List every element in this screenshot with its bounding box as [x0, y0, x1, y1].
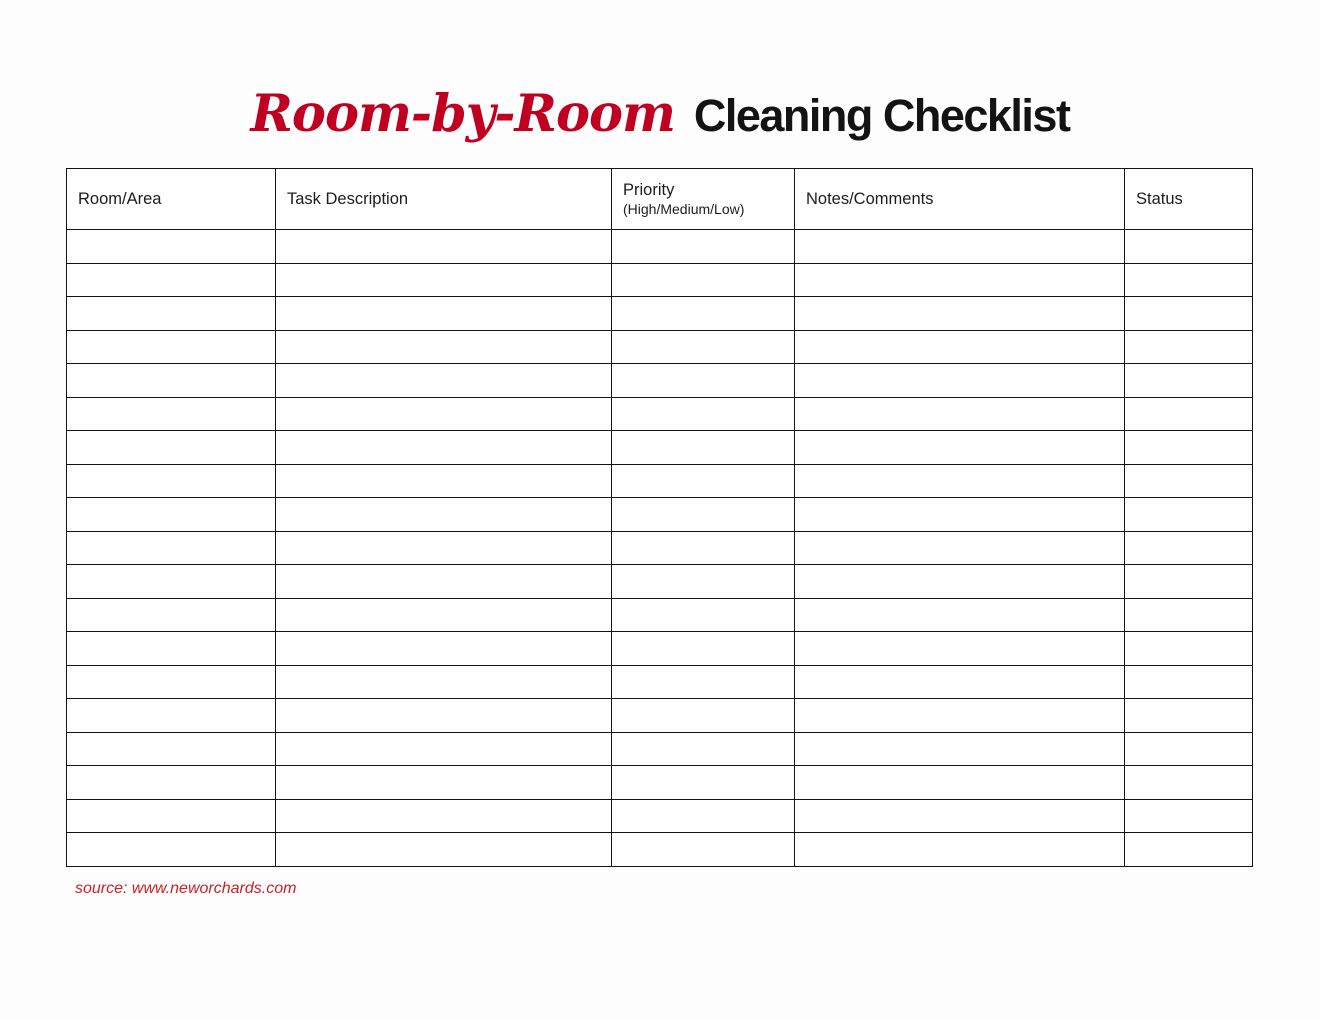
table-row [67, 732, 1253, 766]
table-cell[interactable] [276, 498, 612, 532]
table-cell[interactable] [612, 297, 795, 331]
column-header-room-area [67, 169, 276, 230]
table-row [67, 565, 1253, 599]
table-cell[interactable] [276, 665, 612, 699]
table-cell[interactable] [612, 498, 795, 532]
table-cell[interactable] [67, 498, 276, 532]
table-row [67, 833, 1253, 867]
table-cell[interactable] [1125, 632, 1253, 666]
title-regular-text: Cleaning Checklist [693, 90, 1070, 141]
table-cell[interactable] [67, 665, 276, 699]
table-cell[interactable] [276, 565, 612, 599]
table-cell[interactable] [1125, 833, 1253, 867]
table-cell[interactable] [795, 632, 1125, 666]
table-row [67, 632, 1253, 666]
table-cell[interactable] [1125, 263, 1253, 297]
table-cell[interactable] [1125, 531, 1253, 565]
header-row [67, 169, 1253, 230]
table-cell[interactable] [612, 732, 795, 766]
table-cell[interactable] [276, 833, 612, 867]
table-cell[interactable] [67, 732, 276, 766]
column-header-status [1125, 169, 1253, 230]
table-cell[interactable] [67, 799, 276, 833]
table-cell[interactable] [1125, 230, 1253, 264]
title-script-text: Room-by-Room [250, 84, 675, 144]
table-cell[interactable] [612, 766, 795, 800]
table-cell[interactable] [1125, 330, 1253, 364]
table-row [67, 431, 1253, 465]
table-cell[interactable] [612, 397, 795, 431]
table-cell[interactable] [1125, 799, 1253, 833]
page-title [0, 86, 1320, 142]
table-cell[interactable] [1125, 665, 1253, 699]
table-cell[interactable] [276, 431, 612, 465]
table-cell[interactable] [612, 464, 795, 498]
table-cell[interactable] [1125, 766, 1253, 800]
table-cell[interactable] [67, 263, 276, 297]
table-row [67, 498, 1253, 532]
table-cell[interactable] [795, 799, 1125, 833]
table-cell[interactable] [67, 699, 276, 733]
table-cell[interactable] [1125, 364, 1253, 398]
table-row [67, 230, 1253, 264]
table-cell[interactable] [67, 230, 276, 264]
table-cell[interactable] [67, 464, 276, 498]
table-cell[interactable] [1125, 565, 1253, 599]
table-header [67, 169, 1253, 230]
table-cell[interactable] [612, 699, 795, 733]
table-cell[interactable] [276, 263, 612, 297]
column-header-notes-comments [795, 169, 1125, 230]
table-cell[interactable] [67, 364, 276, 398]
table-cell[interactable] [1125, 397, 1253, 431]
table-cell[interactable] [795, 364, 1125, 398]
table-cell[interactable] [612, 230, 795, 264]
table-row [67, 598, 1253, 632]
table-cell[interactable] [1125, 464, 1253, 498]
table-cell[interactable] [67, 598, 276, 632]
table-cell[interactable] [795, 766, 1125, 800]
table-cell[interactable] [276, 297, 612, 331]
column-header-sublabel: (High/Medium/Low) [623, 201, 745, 218]
table-cell[interactable] [795, 297, 1125, 331]
table-row [67, 297, 1253, 331]
table-cell[interactable] [1125, 431, 1253, 465]
table-cell[interactable] [612, 632, 795, 666]
table-cell[interactable] [612, 665, 795, 699]
table-row [67, 531, 1253, 565]
table-cell[interactable] [612, 364, 795, 398]
table-cell[interactable] [67, 397, 276, 431]
column-header-label: Notes/Comments [806, 189, 934, 208]
table-cell[interactable] [795, 833, 1125, 867]
table-row [67, 397, 1253, 431]
table-row [67, 464, 1253, 498]
table-cell[interactable] [795, 665, 1125, 699]
column-header-priority [612, 169, 795, 230]
table-row [67, 766, 1253, 800]
table-cell[interactable] [612, 565, 795, 599]
table-cell[interactable] [67, 833, 276, 867]
table-cell[interactable] [795, 330, 1125, 364]
table-row [67, 699, 1253, 733]
table-row [67, 330, 1253, 364]
table-cell[interactable] [1125, 732, 1253, 766]
table-cell[interactable] [795, 565, 1125, 599]
table-cell[interactable] [612, 833, 795, 867]
table-body [67, 230, 1253, 867]
table-cell[interactable] [276, 230, 612, 264]
table-cell[interactable] [276, 766, 612, 800]
table-cell[interactable] [795, 732, 1125, 766]
table-cell[interactable] [1125, 699, 1253, 733]
table-cell[interactable] [276, 632, 612, 666]
table-cell[interactable] [1125, 598, 1253, 632]
table-cell[interactable] [276, 397, 612, 431]
table-cell[interactable] [795, 531, 1125, 565]
table-cell[interactable] [276, 531, 612, 565]
table-row [67, 263, 1253, 297]
table-cell[interactable] [1125, 498, 1253, 532]
table-cell[interactable] [67, 766, 276, 800]
table-cell[interactable] [67, 531, 276, 565]
table-cell[interactable] [612, 598, 795, 632]
table-cell[interactable] [612, 330, 795, 364]
table-cell[interactable] [795, 397, 1125, 431]
table-cell[interactable] [276, 799, 612, 833]
table-cell[interactable] [276, 464, 612, 498]
table-cell[interactable] [276, 364, 612, 398]
table-row [67, 665, 1253, 699]
table-cell[interactable] [795, 598, 1125, 632]
checklist-table [66, 168, 1253, 867]
table-cell[interactable] [276, 330, 612, 364]
column-header-label: Room/Area [78, 189, 162, 208]
table-cell[interactable] [67, 431, 276, 465]
table-cell[interactable] [67, 330, 276, 364]
table-cell[interactable] [67, 297, 276, 331]
table-cell[interactable] [1125, 297, 1253, 331]
table-row [67, 799, 1253, 833]
table-cell[interactable] [276, 598, 612, 632]
source-attribution: source: www.neworchards.com [75, 879, 297, 897]
table-cell[interactable] [276, 732, 612, 766]
table-cell[interactable] [795, 464, 1125, 498]
table-cell[interactable] [612, 431, 795, 465]
table-cell[interactable] [795, 431, 1125, 465]
column-header-label: Priority [623, 181, 675, 200]
table-cell[interactable] [795, 498, 1125, 532]
table-cell[interactable] [612, 263, 795, 297]
table-cell[interactable] [276, 699, 612, 733]
column-header-label: Task Description [287, 189, 409, 208]
document-page [0, 86, 1320, 1020]
table-cell[interactable] [67, 565, 276, 599]
table-cell[interactable] [795, 263, 1125, 297]
table-cell[interactable] [612, 799, 795, 833]
table-cell[interactable] [795, 230, 1125, 264]
table-cell[interactable] [795, 699, 1125, 733]
table-row [67, 364, 1253, 398]
table-cell[interactable] [67, 632, 276, 666]
table-cell[interactable] [612, 531, 795, 565]
column-header-task-description [276, 169, 612, 230]
column-header-label: Status [1136, 189, 1183, 208]
